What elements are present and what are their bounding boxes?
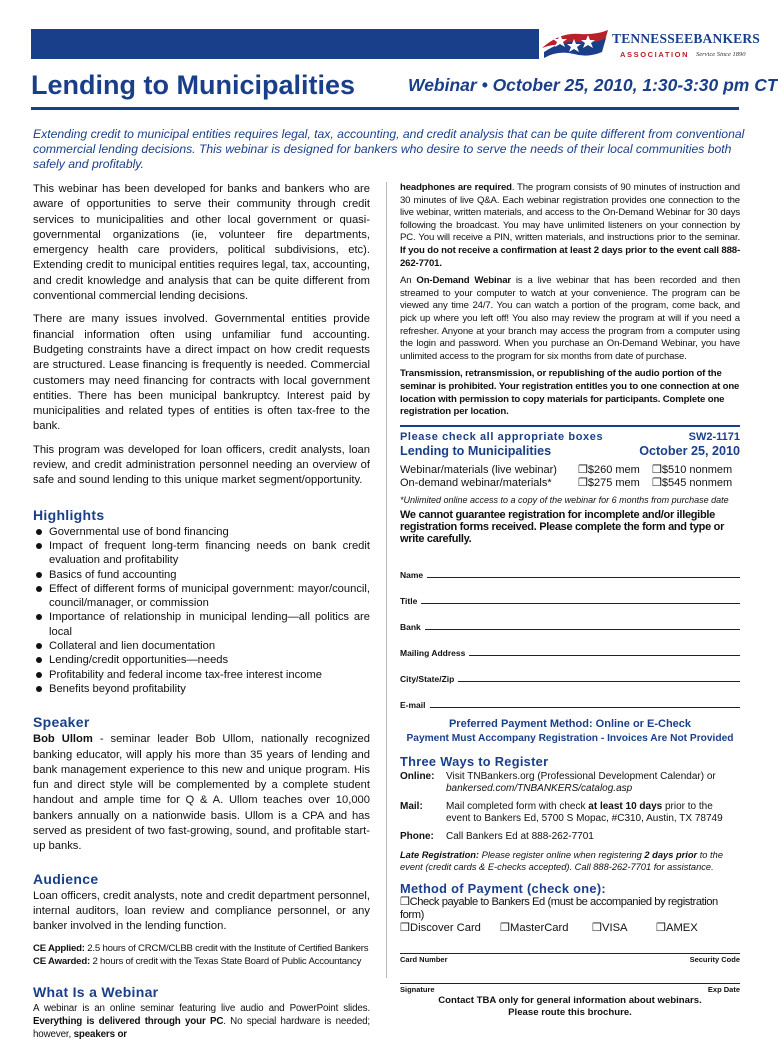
signature-row[interactable]	[400, 983, 740, 994]
late-registration	[400, 849, 740, 873]
transmission-notice: Transmission, retransmission, or republishing of the audio portion of the seminar is prohibited. Your registration entitles you to one connection at one location with permission to copy materials for participants. Complete one registration per location.	[400, 368, 740, 418]
star-flag-logo-icon	[540, 28, 610, 62]
register-online	[400, 771, 740, 796]
contact-note: Contact TBA only for general information about webinars.	[438, 995, 702, 1007]
list-item: Benefits beyond profitability	[33, 682, 370, 696]
field-line[interactable]	[421, 603, 740, 604]
way-label: Online:	[400, 770, 435, 782]
mail-text-b: prior to the event to Bankers Ed, 5700 S Mopac, #C310, Austin, TX 78749	[446, 800, 723, 825]
header-rule	[31, 107, 739, 110]
ce-awarded: 2 hours of credit with the Texas State Board of Public Accountancy	[89, 956, 362, 968]
field-label: Mailing Address	[400, 647, 466, 658]
member-price-checkbox[interactable]: ❒$275 mem	[578, 476, 640, 489]
paragraph: This program was developed for loan officers, credit analysts, loan review, and credit administration personnel needing an overview of safe and sound lending to this unique market segment/opportunity.	[33, 443, 370, 487]
price-row	[400, 477, 740, 490]
way-text	[446, 771, 740, 796]
ce-credits	[33, 942, 370, 968]
field-line[interactable]	[430, 707, 740, 708]
late-text-b: to the event (credit cards & E-checks accepted). Call 888-262-7701 for assistance.	[400, 850, 723, 873]
confirmation-note: If you do not receive a confirmation at least 2 days prior to the event call 888-262-7701.	[400, 244, 740, 269]
field-line[interactable]	[469, 655, 740, 656]
form-date: October 25, 2010	[639, 443, 740, 458]
webinar-date: Webinar • October 25, 2010, 1:30-3:30 pm CT	[408, 75, 778, 95]
way-label: Mail:	[400, 800, 423, 812]
field-label: Name	[400, 569, 424, 580]
late-deadline: 2 days prior	[644, 850, 698, 861]
title-field[interactable]	[400, 580, 740, 606]
nonmember-price-checkbox[interactable]: ❒$510 nonmem	[652, 463, 733, 476]
method-heading: Method of Payment (check one):	[400, 881, 606, 897]
form-header	[400, 431, 740, 443]
form-code: SW2-1171	[688, 430, 740, 443]
left-column	[33, 182, 370, 1046]
online-text: Visit TNBankers.org (Professional Development Calendar) or	[446, 770, 716, 782]
footnote: *Unlimited online access to a copy of the webinar for 6 months from purchase date	[400, 494, 729, 505]
webinar-text-c: . No special hardware is needed; however,	[33, 1016, 370, 1041]
ways-heading: Three Ways to Register	[400, 753, 549, 769]
security-code-label: Security Code	[689, 955, 740, 965]
form-rule	[400, 425, 740, 427]
price-label: On-demand webinar/materials*	[400, 476, 552, 489]
column-divider	[386, 182, 387, 978]
paragraph: There are many issues involved. Governmental entities provide financial information often using unfamiliar fund accounting. Budgeting constraints have a direct impact on how credit requests are structured. Lease financing is frequently is needed. Commercial customers may need financing for contracts with local government entities. There has been municipal bankruptcy. Interest paid by municipalities and related types of entities is often tax-free to the bank.	[33, 313, 370, 433]
audience-text: Loan officers, credit analysts, note and credit department personnel, internal auditors, loan review and compliance personnel, or any banker involved in the lending function.	[33, 889, 370, 933]
logo-name: TENNESSEEBANKERS	[612, 31, 761, 46]
on-demand-label: On-Demand Webinar	[416, 275, 511, 287]
on-demand-text-a: An	[400, 275, 417, 287]
list-item: Basics of fund accounting	[33, 568, 370, 582]
online-link[interactable]: bankersed.com/TNBANKERS/catalog.asp	[446, 783, 633, 795]
payment-notice: Payment Must Accompany Registration - Invoices Are Not Provided	[406, 732, 734, 744]
speaker-bio	[33, 732, 370, 854]
ce-applied: 2.5 hours of CRCM/CLBB credit with the Institute of Certified Bankers	[84, 943, 369, 955]
webinar-text-b: Everything is delivered through your PC	[33, 1016, 224, 1028]
webinar-text-a: A webinar is an online seminar featuring live audio and PowerPoint slides.	[33, 1003, 370, 1015]
right-column	[400, 182, 740, 1019]
nonmember-price-checkbox[interactable]: ❒$545 nonmem	[652, 476, 733, 489]
tba-logo	[540, 26, 761, 66]
form-title: Lending to Municipalities	[400, 443, 552, 458]
webinar-details	[400, 182, 740, 270]
ce-applied-label: CE Applied:	[33, 943, 85, 955]
list-item: Effect of different forms of municipal government: mayor/council, council/manager, or commission	[33, 582, 370, 611]
paragraph: This webinar has been developed for banks and bankers who are aware of opportunities to serve their community through credit services to municipalities and other local government or quasi-governmental organizations (ie, volunteer fire departments, emergency health care providers, political subdivisions, etc). Extending credit to municipal entities requires legal, tax, accounting, and credit knowledge and analysis that can be quite different from conventional commercial lending decisions.	[33, 183, 370, 303]
card-options	[400, 922, 740, 935]
ce-awarded-label: CE Awarded:	[33, 956, 90, 968]
amex-checkbox[interactable]: ❒AMEX	[656, 922, 698, 935]
webinar-details-text: . The program consists of 90 minutes of instruction and 30 minutes of live Q&A. Each webinar registration provides one connection to the live webinar, written materials, and access to the On-Demand Webinar for 30 days following the broadcast. You may have unlimited listeners on your connection by PC. You will receive a PIN, written materials, and instructions prior to the seminar.	[400, 182, 740, 244]
register-phone	[400, 831, 740, 844]
speaker-text: - seminar leader Bob Ullom, nationally recognized banking educator, will apply his more than 35 years of lending and bank management experience to this new and unique program. His fun and direct style will be complemented by a complete student handout and ample time for Q & A. Ullom teaches over 10,000 bankers annually on a nationwide basis. Ullom is a CPA and has served as president of two fast-growing, sound, and profitable start-up banks.	[33, 733, 370, 853]
register-mail	[400, 801, 740, 826]
list-item: Governmental use of bond financing	[33, 525, 370, 539]
late-text-a: Please register online when registering	[479, 850, 645, 861]
list-item: Collateral and lien documentation	[33, 639, 370, 653]
webinar-text-d: speakers or	[73, 1029, 127, 1041]
member-price-checkbox[interactable]: ❒$260 mem	[578, 463, 640, 476]
speaker-name: Bob Ullom	[33, 733, 93, 746]
mailing-address-field[interactable]	[400, 632, 740, 658]
list-item: Profitability and federal income tax-free interest income	[33, 668, 370, 682]
highlights-list	[33, 525, 370, 697]
headphones-required: headphones are required	[400, 182, 512, 193]
route-note: Please route this brochure.	[508, 1007, 632, 1019]
price-row	[400, 464, 740, 477]
logo-tagline: Service Since 1890	[696, 51, 746, 58]
list-item: Lending/credit opportunities—needs	[33, 653, 370, 667]
on-demand-details	[400, 275, 740, 363]
card-number-label: Card Number	[400, 955, 448, 965]
field-label: Bank	[400, 621, 421, 632]
card-number-row[interactable]	[400, 953, 740, 964]
preferred-payment: Preferred Payment Method: Online or E-Check	[448, 717, 692, 730]
webinar-heading: What Is a Webinar	[33, 984, 159, 1001]
city-state-zip-field[interactable]	[400, 658, 740, 684]
list-item: Impact of frequent long-term financing needs on bank credit evaluation and profitability	[33, 539, 370, 568]
way-text: Call Bankers Ed at 888-262-7701	[446, 830, 594, 842]
way-label: Phone:	[400, 830, 434, 842]
discover-checkbox[interactable]: ❒Discover Card	[400, 922, 481, 935]
intro-text: Extending credit to municipal entities requires legal, tax, accounting, and credit analysis that can be quite different from conventional commercial lending decisions. This webinar is designed for bankers who desire to serve the needs of their local communities both safely and profitably.	[33, 127, 745, 171]
check-boxes-label: Please check all appropriate boxes	[400, 430, 604, 443]
field-line[interactable]	[425, 629, 740, 630]
highlights-heading: Highlights	[33, 506, 105, 523]
name-field[interactable]	[400, 554, 740, 580]
way-text	[446, 801, 740, 826]
bank-field[interactable]	[400, 606, 740, 632]
registration-warning: We cannot guarantee registration for incomplete and/or illegible registration forms received. Please complete the form and type or write carefully.	[400, 508, 725, 545]
email-field[interactable]	[400, 684, 740, 710]
mail-deadline: at least 10 days	[588, 800, 663, 812]
check-payment-checkbox[interactable]: ❒Check payable to Bankers Ed (must be accompanied by registration form)	[400, 896, 718, 922]
on-demand-text-b: is a live webinar that has been recorded and then streamed to your computer to watch at your convenience. The program can be viewed any time 24/7. You can watch a portion of the program, come back, and pick up where you left off! You also may review the program at will if you need a refresher. Anyone at your branch may access the program from a computer using the login and password. When you purchase an On-Demand Webinar, you have unlimited access to the program for six months from date of purchase.	[400, 275, 741, 362]
exp-date-label: Exp Date	[707, 985, 740, 995]
field-line[interactable]	[427, 577, 740, 578]
header-bar	[31, 29, 539, 59]
webinar-text	[33, 1002, 370, 1041]
form-subheader	[400, 444, 740, 458]
field-line[interactable]	[458, 681, 740, 682]
field-label: City/State/Zip	[400, 673, 455, 684]
audience-heading: Audience	[33, 870, 99, 887]
signature-label: Signature	[400, 985, 435, 995]
list-item: Importance of relationship in municipal lending—all politics are local	[33, 610, 370, 639]
visa-checkbox[interactable]: ❒VISA	[592, 922, 628, 935]
field-label: Title	[400, 595, 418, 606]
mail-text-a: Mail completed form with check	[446, 800, 589, 812]
mastercard-checkbox[interactable]: ❒MasterCard	[500, 922, 569, 935]
page-title: Lending to Municipalities	[31, 70, 355, 100]
late-label: Late Registration:	[400, 850, 480, 861]
speaker-heading: Speaker	[33, 714, 90, 731]
price-label: Webinar/materials (live webinar)	[400, 463, 557, 476]
field-label: E-mail	[400, 699, 426, 710]
logo-association: ASSOCIATION	[620, 50, 690, 59]
